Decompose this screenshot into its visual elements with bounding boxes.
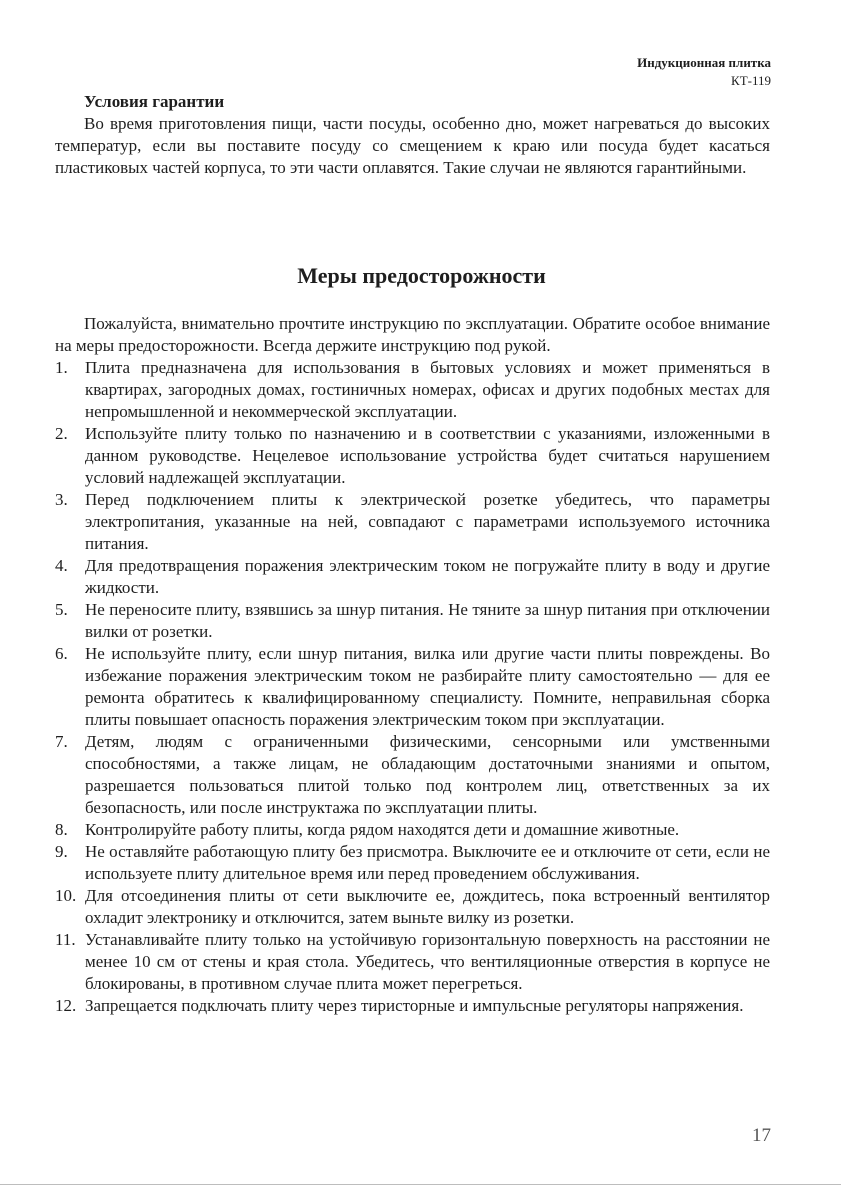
list-item-number: 4. [55,556,68,575]
list-item-number: 5. [55,600,68,619]
list-item-text: Перед подключением плиты к электрической розетке убедитесь, что параметры электропитания, указанные на ней, совпадают с параметрами используемого источника питания. [85,490,770,553]
page-number: 17 [752,1125,771,1146]
list-item-number: 7. [55,732,68,751]
list-item-text: Не переносите плиту, взявшись за шнур питания. Не тяните за шнур питания при отключении вилки от розетки. [85,600,770,641]
list-item-text: Для предотвращения поражения электрическим током не погружайте плиту в воду и другие жидкости. [85,556,770,597]
header-model-number: КТ-119 [731,73,771,88]
header-product-name: Индукционная плитка [637,55,771,70]
list-item-number: 2. [55,424,68,443]
warranty-paragraph: Во время приготовления пищи, части посуды, особенно дно, может нагреваться до высоких температур, если вы поставите посуду со смещением к краю или посуда будет касаться пластиковых частей корпуса, то эти части оплавятся. Такие случаи не являются гарантийными. [55,114,770,177]
list-item-text: Устанавливайте плиту только на устойчивую горизонтальную поверхность на расстоянии не менее 10 см от стены и края стола. Убедитесь, что вентиляционные отверстия в корпусе не блокированы, в противном случае плита может перегреться. [85,930,770,993]
list-item-text: Не используйте плиту, если шнур питания, вилка или другие части плиты повреждены. Во избежание поражения электрическим током не разбирайте плиту самостоятельно — для ее ремонта обратитесь к квалифицированному специалисту. Помните, неправильная сборка плиты повышает опасность поражения электрическим током при эксплуатации. [85,644,770,729]
list-item [55,555,770,599]
list-item-number: 12. [55,996,77,1015]
list-item-text: Плита предназначена для использования в бытовых условиях и может применяться в квартирах, загородных домах, гостиничных номерах, офисах и других подобных местах для непромышленной и некоммерческой эксплуатации. [85,358,770,421]
warranty-heading: Условия гарантии [84,92,225,111]
list-item-text: Используйте плиту только по назначению и в соответствии с указаниями, изложенными в данном руководстве. Нецелевое использование устройства будет считаться нарушением условий надлежащей эксплуатации. [85,424,770,487]
warranty-section [55,91,770,179]
precautions-list [55,357,770,1017]
list-item-text: Запрещается подключать плиту через тиристорные и импульсные регуляторы напряжения. [85,996,744,1015]
list-item [55,423,770,489]
list-item [55,489,770,555]
list-item [55,841,770,885]
list-item [55,357,770,423]
list-item-number: 10. [55,886,77,905]
list-item [55,599,770,643]
precautions-intro: Пожалуйста, внимательно прочтите инструкцию по эксплуатации. Обратите особое внимание на меры предосторожности. Всегда держите инструкцию под рукой. [55,314,770,355]
list-item [55,885,770,929]
list-item-number: 1. [55,358,68,377]
list-item-text: Контролируйте работу плиты, когда рядом находятся дети и домашние животные. [85,820,680,839]
list-item [55,995,770,1017]
list-item-number: 6. [55,644,68,663]
list-item [55,929,770,995]
list-item-number: 8. [55,820,68,839]
list-item-number: 9. [55,842,68,861]
precautions-section [55,262,770,1017]
list-item-text: Для отсоединения плиты от сети выключите ее, дождитесь, пока встроенный вентилятор охладит электронику и отключится, затем выньте вилку из розетки. [85,886,770,927]
section-title: Меры предосторожности [297,263,546,288]
list-item-text: Не оставляйте работающую плиту без присмотра. Выключите ее и отключите от сети, если не используете плиту длительное время или перед проведением обслуживания. [85,842,770,883]
running-header [637,54,771,90]
list-item-number: 3. [55,490,68,509]
list-item [55,643,770,731]
list-item [55,819,770,841]
list-item-number: 11. [55,930,76,949]
list-item [55,731,770,819]
page-bottom-divider [0,1184,841,1185]
list-item-text: Детям, людям с ограниченными физическими, сенсорными или умственными способностями, а также лицам, не обладающим достаточными знаниями и опытом, разрешается пользоваться плитой только под контролем лиц, ответственных за их безопасность, или после инструктажа по эксплуатации плиты. [85,732,770,817]
